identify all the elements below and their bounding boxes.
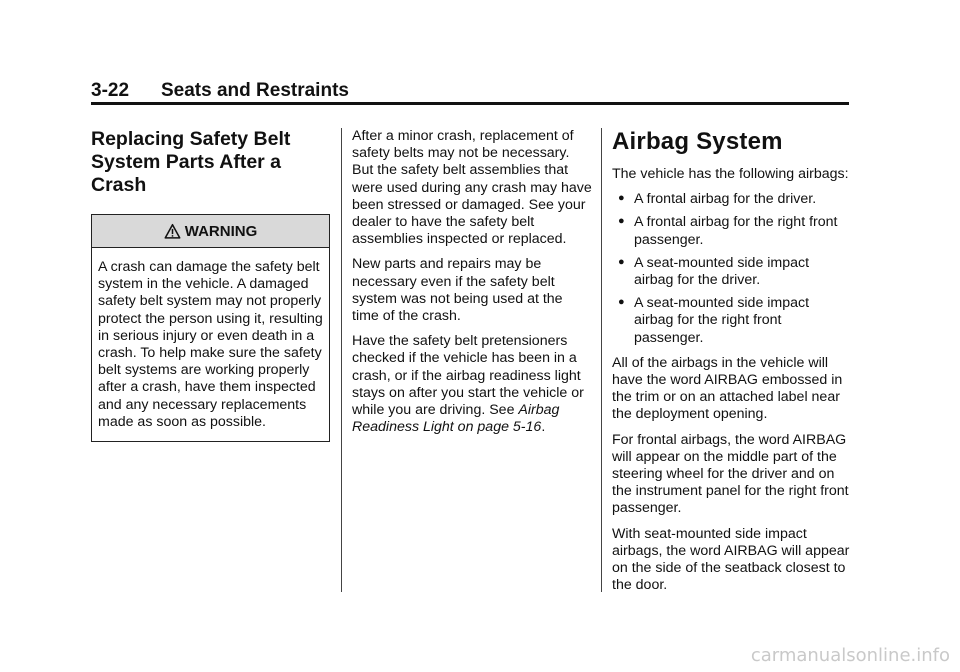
header-rule: [91, 102, 849, 105]
list-item: [612, 255, 852, 289]
paragraph: The vehicle has the following airbags:: [612, 166, 849, 182]
paragraph: For frontal airbags, the word AIRBAG will appear on the middle part of the steering wheel for the driver and on the instrument panel for the right front passenger.: [612, 431, 849, 517]
page-number: 3-22: [91, 80, 130, 101]
column-divider: [341, 128, 342, 592]
warning-box: [91, 214, 330, 442]
paragraph: [352, 333, 592, 436]
warning-text: A crash can damage the safety belt system in the vehicle. A damaged safety belt system may not properly protect the person using it, resulting in serious injury or even death in a crash. To help make sure the safety belt systems are working properly after a crash, have them inspected and any necessary replacements made as soon as possible.: [98, 259, 323, 430]
bullet-icon: ●: [618, 255, 625, 268]
column-right: [612, 128, 852, 602]
warning-body: [92, 248, 329, 441]
list-item-text: A seat-mounted side impact airbag for the driver.: [634, 254, 810, 289]
paragraph: After a minor crash, replacement of safety belts may not be necessary. But the safety belt assemblies that were used during any crash may have been stressed or damaged. See your dealer to have the safety belt assemblies inspected or replaced.: [352, 128, 592, 248]
warning-triangle-icon: [164, 223, 181, 240]
list-item-text: A frontal airbag for the right front passenger.: [634, 214, 838, 248]
paragraph-text: Have the safety belt pretensioners checked if the vehicle has been in a crash, or if the airbag readiness light stays on after you start the vehicle or while you are driving. See: [352, 333, 584, 419]
warning-title: WARNING: [184, 222, 258, 240]
list-item-text: A frontal airbag for the driver.: [634, 191, 817, 208]
section-heading: Airbag System: [612, 128, 783, 155]
bullet-icon: ●: [618, 215, 625, 228]
list-item-text: A seat-mounted side impact airbag for the right front passenger.: [634, 295, 810, 346]
running-header: [91, 80, 849, 102]
paragraph: All of the airbags in the vehicle will have the word AIRBAG embossed in the trim or on an attached label near the deployment opening.: [612, 354, 843, 423]
warning-header: [92, 215, 329, 248]
cross-reference-link[interactable]: Airbag Readiness Light on page 5-16: [352, 402, 560, 436]
list-item: [612, 214, 852, 248]
list-item: [612, 295, 852, 347]
paragraph: With seat-mounted side impact airbags, the word AIRBAG will appear on the side of the seatback closest to the door.: [612, 525, 850, 594]
paragraph: New parts and repairs may be necessary even if the safety belt system was not being used at the time of the crash.: [352, 256, 563, 325]
paragraph-end: .: [541, 419, 546, 436]
column-middle: [352, 128, 592, 444]
watermark: carmanualsonline.info: [750, 645, 950, 666]
column-left: [91, 128, 331, 442]
bullet-icon: ●: [618, 192, 625, 205]
chapter-title: Seats and Restraints: [161, 80, 349, 101]
column-divider: [601, 128, 602, 592]
bullet-icon: ●: [618, 296, 625, 309]
list-item: [612, 191, 852, 208]
airbag-list: [612, 191, 852, 347]
section-heading: Replacing Safety Belt System Parts After a Crash: [91, 128, 291, 196]
